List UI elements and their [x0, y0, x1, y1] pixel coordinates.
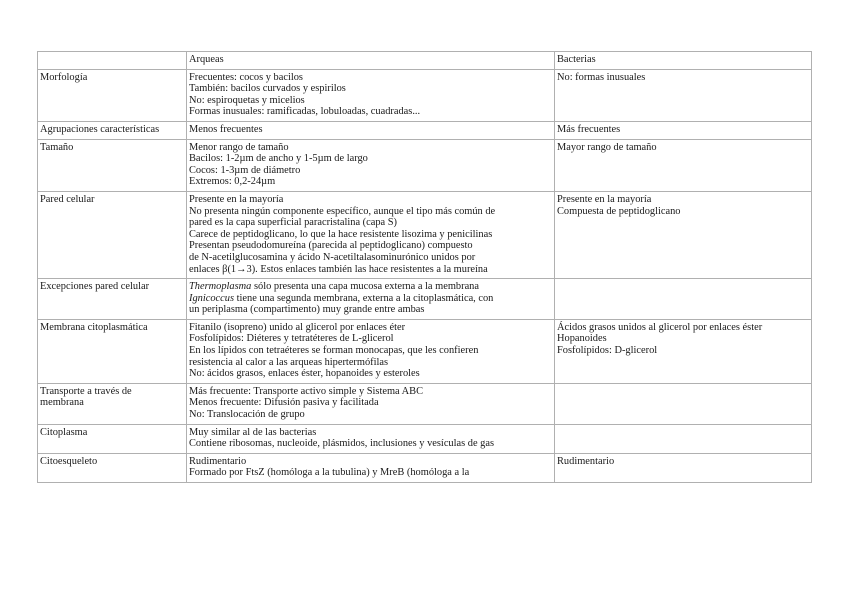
bacterias-cell: Ácidos grasos unidos al glicerol por enlaces éster Hopanoides Fosfolípidos: D-glicerol [555, 319, 812, 383]
bacterias-cell: Mayor rango de tamaño [555, 139, 812, 191]
bacterias-cell [555, 424, 812, 453]
row-label: Morfología [38, 69, 187, 121]
arqueas-cell: Muy similar al de las bacterias Contiene ribosomas, nucleoide, plásmidos, inclusiones y vesículas de gas [187, 424, 555, 453]
comparison-table [37, 51, 812, 483]
bacterias-cell [555, 279, 812, 320]
exception-line: Thermoplasma sólo presenta una capa mucosa externa a la membrana [189, 281, 479, 293]
header-cell-bacterias: Bacterias [555, 52, 812, 70]
table-row [38, 139, 812, 191]
table-row [38, 453, 812, 482]
arqueas-cell: Thermoplasma sólo presenta una capa mucosa externa a la membrana Ignicoccus tiene una segunda membrana, externa a la citoplasmática, con un periplasma (compartimento) muy grande entre ambas [187, 279, 555, 320]
bacterias-cell: Presente en la mayoría Compuesta de peptidoglicano [555, 191, 812, 278]
table-row [38, 279, 812, 320]
arqueas-cell: Más frecuente: Transporte activo simple y Sistema ABC Menos frecuente: Difusión pasiva y facilitada No: Translocación de grupo [187, 383, 555, 424]
arqueas-cell: Frecuentes: cocos y bacilos También: bacilos curvados y espirilos No: espiroquetas y micelios Formas inusuales: ramificadas, lobuloadas, cuadradas... [187, 69, 555, 121]
arqueas-cell: Menos frecuentes [187, 121, 555, 139]
bacterias-cell [555, 383, 812, 424]
arqueas-cell: Rudimentario Formado por FtsZ (homóloga a la tubulina) y MreB (homóloga a la [187, 453, 555, 482]
species-name: Ignicoccus [189, 292, 235, 304]
table-row [38, 319, 812, 383]
table-header-row [38, 52, 812, 70]
bacterias-cell: Rudimentario [555, 453, 812, 482]
species-name: Thermoplasma [189, 281, 252, 293]
bacterias-cell: No: formas inusuales [555, 69, 812, 121]
row-label: Citoesqueleto [38, 453, 187, 482]
row-label: Tamaño [38, 139, 187, 191]
table-row [38, 424, 812, 453]
row-label: Citoplasma [38, 424, 187, 453]
arqueas-cell: Fitanilo (isopreno) unido al glicerol por enlaces éter Fosfolípidos: Diéteres y tetratéteres de L-glicerol En los lípidos con tetraéteres se forman monocapas, que les confieren resistencia al calor a las arqueas hipertermófilas No: ácidos grasos, enlaces éster, hopanoides y esteroles [187, 319, 555, 383]
header-cell-arqueas: Arqueas [187, 52, 555, 70]
row-label: Transporte a través de membrana [38, 383, 187, 424]
row-label: Membrana citoplasmática [38, 319, 187, 383]
exception-line: Ignicoccus tiene una segunda membrana, externa a la citoplasmática, con [189, 292, 494, 304]
row-label: Excepciones pared celular [38, 279, 187, 320]
header-cell-empty [38, 52, 187, 70]
row-label: Pared celular [38, 191, 187, 278]
table-row [38, 191, 812, 278]
table-row [38, 121, 812, 139]
row-label: Agrupaciones características [38, 121, 187, 139]
arqueas-cell: Presente en la mayoría No presenta ningún componente específico, aunque el tipo más común de pared es la capa superficial paracristalina (capa S) Carece de peptidoglicano, lo que la hace resistente lisozima y penicilinas Presentan pseudodomureína (parecida al peptidoglicano) compuesto de N-acetilglucosamina y ácido N-acetiltalasominurónico unidos por enlaces β(1→3). Estos enlaces también las hace resistentes a la mureína [187, 191, 555, 278]
bacterias-cell: Más frecuentes [555, 121, 812, 139]
table-row [38, 69, 812, 121]
arqueas-cell: Menor rango de tamaño Bacilos: 1-2µm de ancho y 1-5µm de largo Cocos: 1-3µm de diámetro Extremos: 0,2-24µm [187, 139, 555, 191]
table-row [38, 383, 812, 424]
